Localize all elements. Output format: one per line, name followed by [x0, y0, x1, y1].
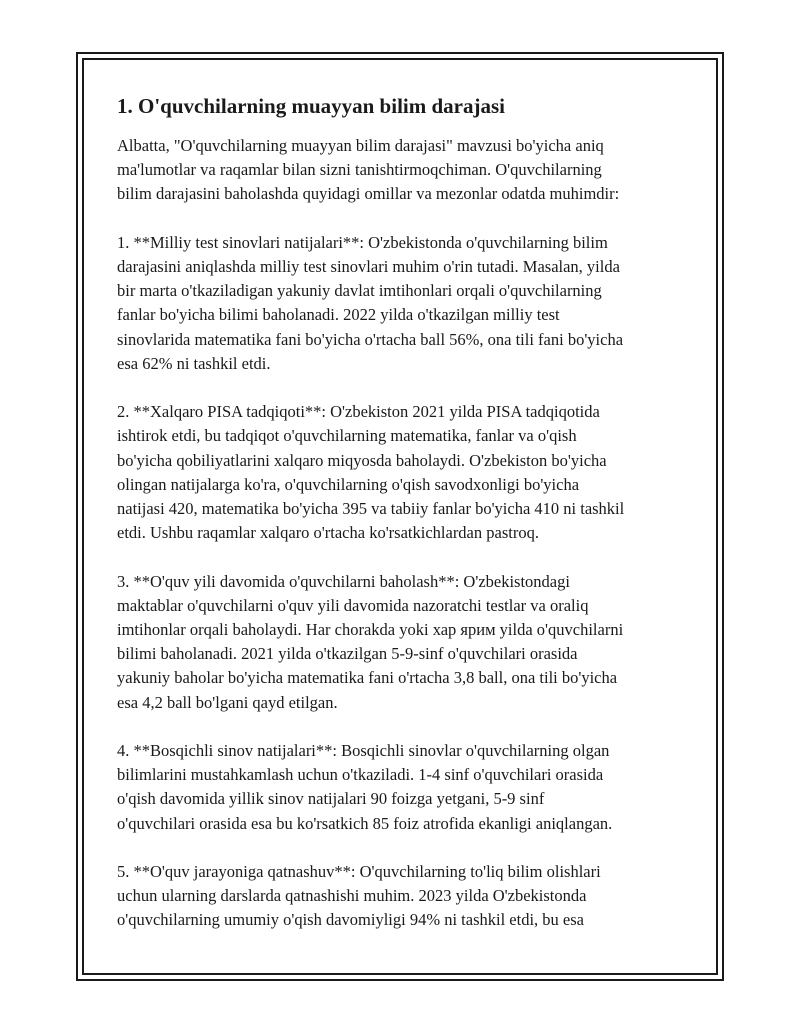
text-line: yakuniy baholar bo'yicha matematika fani o'rtacha 3,8 ball, ona tili bo'yicha [117, 668, 618, 688]
text-line: bilimi baholanadi. 2021 yilda o'tkazilgan 5-9-sinf o'quvchilari orasida [117, 644, 578, 664]
text-line: uchun ularning darslarda qatnashishi muhim. 2023 yilda O'zbekistonda [117, 886, 587, 906]
paragraph-item-3 [117, 570, 692, 715]
document-title: 1. O'quvchilarning muayyan bilim darajasi [117, 94, 505, 118]
text-line: esa 62% ni tashkil etdi. [117, 353, 271, 373]
text-line: fanlar bo'yicha bilimi baholanadi. 2022 yilda o'tkazilgan milliy test [117, 305, 560, 325]
text-line: sinovlarida matematika fani bo'yicha o'rtacha ball 56%, ona tili fani bo'yicha [117, 329, 624, 349]
text-line: o'quvchilarning umumiy o'qish davomiyligi 94% ni tashkil etdi, bu esa [117, 910, 584, 930]
text-line: Albatta, "O'quvchilarning muayyan bilim darajasi" mavzusi bo'yicha aniq [117, 136, 604, 155]
paragraph-item-5 [117, 860, 692, 933]
text-line: 5. **O'quv jarayoniga qatnashuv**: O'quvchilarning to'liq bilim olishlari [117, 862, 601, 882]
text-line: bilimlarini mustahkamlash uchun o'tkaziladi. 1-4 sinf o'quvchilari orasida [117, 765, 604, 785]
text-line: olingan natijalarga ko'ra, o'quvchilarning o'qish savodxonligi bo'yicha [117, 474, 580, 494]
paragraph-item-2 [117, 400, 692, 545]
text-line: esa 4,2 ball bo'lgani qayd etilgan. [117, 692, 338, 712]
text-line: 4. **Bosqichli sinov natijalari**: Bosqichli sinovlar o'quvchilarning olgan [117, 741, 610, 761]
paragraph-item-1 [117, 231, 692, 376]
text-line: bir marta o'tkaziladigan yakuniy davlat imtihonlari orqali o'quvchilarning [117, 281, 602, 301]
paragraph-item-4 [117, 739, 692, 836]
text-line: 2. **Xalqaro PISA tadqiqoti**: O'zbekiston 2021 yilda PISA tadqiqotida [117, 402, 600, 422]
document-body [117, 92, 692, 957]
text-line: maktablar o'quvchilarni o'quv yili davomida nazoratchi testlar va oraliq [117, 595, 589, 615]
text-line: ma'lumotlar va raqamlar bilan sizni tanishtirmoqchiman. O'quvchilarning [117, 160, 602, 180]
text-line: ishtirok etdi, bu tadqiqot o'quvchilarning matematika, fanlar va o'qish [117, 426, 577, 446]
text-line: etdi. Ushbu raqamlar xalqaro o'rtacha ko'rsatkichlardan pastroq. [117, 523, 539, 543]
text-line: o'qish davomida yillik sinov natijalari 90 foizga yetgani, 5-9 sinf [117, 789, 545, 809]
text-line: imtihonlar orqali baholaydi. Har chorakda yoki хар ярим yilda o'quvchilarni [117, 620, 624, 640]
text-line: bo'yicha qobiliyatlarini xalqaro miqyosda baholaydi. O'zbekiston bo'yicha [117, 450, 607, 470]
paragraph-intro [117, 134, 692, 207]
text-line: 3. **O'quv yili davomida o'quvchilarni baholash**: O'zbekistondagi [117, 571, 570, 591]
text-line: 1. **Milliy test sinovlari natijalari**: O'zbekistonda o'quvchilarning bilim [117, 232, 608, 252]
text-line: darajasini aniqlashda milliy test sinovlari muhim o'rin tutadi. Masalan, yilda [117, 257, 620, 276]
text-line: natijasi 420, matematika bo'yicha 395 va tabiiy fanlar bo'yicha 410 ni tashkil [117, 499, 625, 519]
text-line: o'quvchilari orasida esa bu ko'rsatkich 85 foiz atrofida ekanligi aniqlangan. [117, 813, 613, 833]
text-line: bilim darajasini baholashda quyidagi omillar va mezonlar odatda muhimdir: [117, 184, 620, 204]
